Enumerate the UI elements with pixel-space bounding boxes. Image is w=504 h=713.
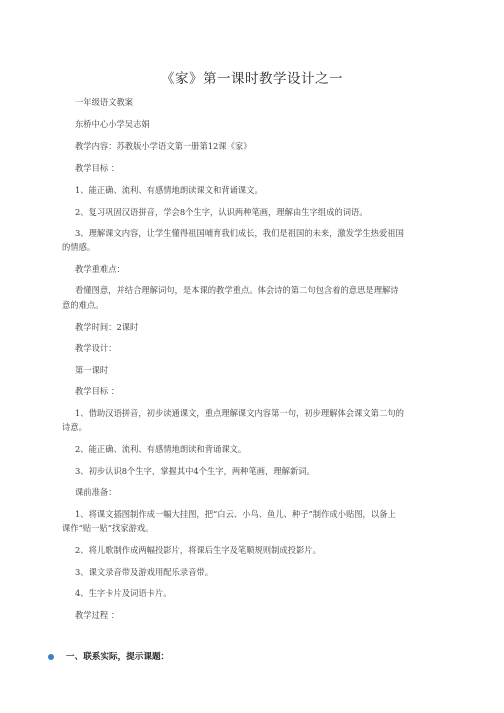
text-line: 教学设计： — [75, 343, 117, 353]
text-line: 东桥中心小学吴志娟 — [75, 119, 150, 129]
text-line: 3、初步认识8个生字，掌握其中4个生字，两种笔画，理解新词。 — [75, 466, 315, 476]
text-line: 诗意。 — [62, 422, 87, 432]
bullet-dot-icon — [48, 654, 54, 660]
text-line: 教学过程 ： — [75, 610, 120, 620]
text-line: 看懂图意，并结合理解词句，是本课的教学重点。体会诗的第二句包含着的意思是理解诗 — [75, 285, 399, 295]
text-line: 2、将儿歌制作成两幅投影片，将课后生字及笔顺规则制成投影片。 — [75, 545, 321, 555]
text-line: 第一课时 — [75, 365, 109, 375]
text-line: 教学时间：2课时 — [75, 322, 139, 332]
text-line: 一年级语文教案 — [75, 97, 134, 107]
text-line: 2、能正确、流利、有感情地朗读和背诵课文。 — [75, 444, 247, 454]
text-line: 1、能正确、流利、有感情地朗读课文和背诵课文。 — [75, 185, 263, 195]
text-line: 教学重难点： — [75, 264, 125, 274]
text-line: 教学目标 ： — [75, 163, 120, 173]
text-line: 1、将课文插图制作成一幅大挂图，把“白云、小鸟、鱼儿、种子”制作成小贴图，以备上 — [75, 509, 396, 519]
text-line: 的情感。 — [62, 242, 96, 252]
text-line: 4、生字卡片及词语卡片。 — [75, 588, 172, 598]
page-title: 《家》第一课时教学设计之一 — [161, 71, 343, 87]
section-heading: 一、联系实际，提示课题： — [66, 652, 170, 662]
text-line: 3、理解课文内容，让学生懂得祖国哺育我们成长，我们是祖国的未来，激发学生热爱祖国 — [75, 228, 404, 238]
text-line: 教学内容：苏教版小学语文第一册第12课《家》 — [75, 141, 252, 151]
text-line: 意的难点。 — [62, 300, 104, 310]
text-line: 1、借助汉语拼音，初步读通课文，重点理解课文内容第一句，初步理解体会课文第二句的 — [75, 408, 404, 418]
text-line: 课前准备： — [75, 487, 117, 497]
text-line: 课作“贴一贴”找家游戏。 — [62, 523, 154, 533]
text-line: 3、课文录音带及游戏用配乐录音带。 — [75, 567, 214, 577]
text-line: 教学目标 ： — [75, 386, 120, 396]
text-line: 2、复习巩固汉语拼音，学会8个生字，认识两种笔画，理解由生字组成的词语。 — [75, 207, 368, 217]
